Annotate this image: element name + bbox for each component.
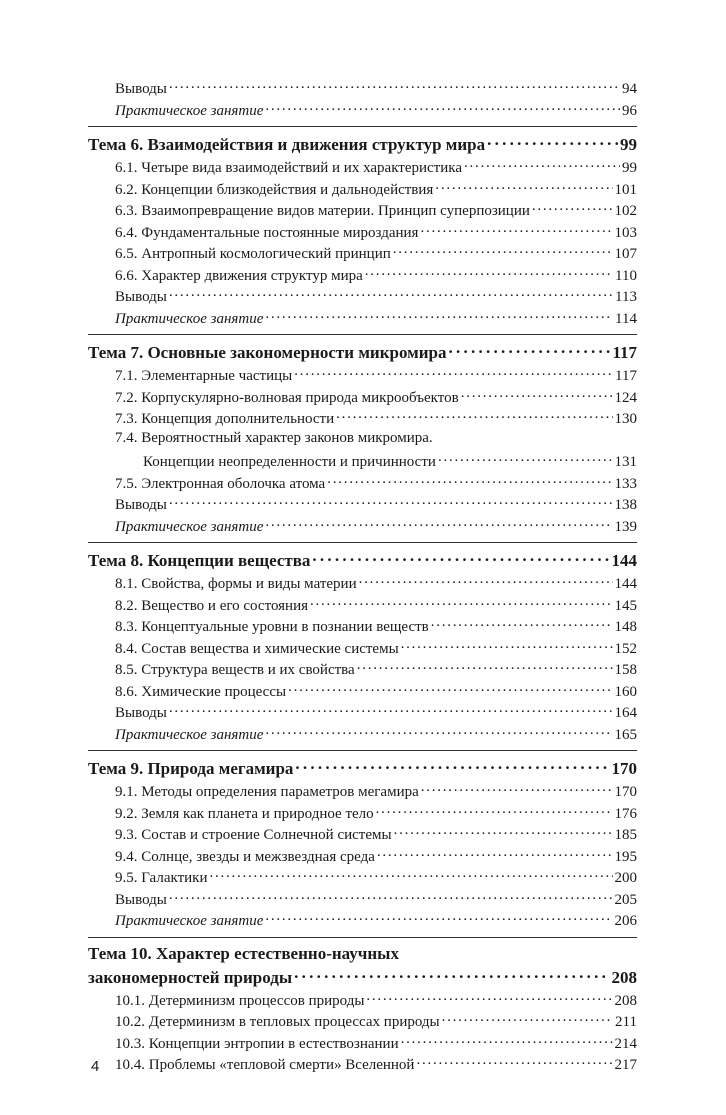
toc-entry[interactable]: [88, 365, 637, 387]
toc-entry-title: 6.1. Четыре вида взаимодействий и их характеристика: [115, 160, 462, 176]
toc-entry-title: 6.2. Концепции близкодействия и дальнодействия: [115, 181, 434, 198]
toc-entry[interactable]: [88, 222, 637, 244]
toc-entry-page: 99: [622, 160, 637, 176]
toc-topic-9[interactable]: [88, 757, 637, 781]
toc-entry[interactable]: [88, 595, 637, 617]
toc-entry-page: 131: [614, 454, 637, 470]
toc-entry-page: 165: [614, 726, 637, 743]
toc-entry[interactable]: [88, 157, 637, 179]
toc-entry[interactable]: [88, 781, 637, 803]
table-of-contents: [88, 78, 637, 1076]
toc-entry-title: 10.4. Проблемы «тепловой смерти» Вселенной: [115, 1057, 415, 1073]
toc-entry[interactable]: [88, 616, 637, 638]
toc-entry-page: 217: [614, 1057, 637, 1073]
toc-entry-page: 130: [614, 411, 637, 427]
toc-entry-title: 9.3. Состав и строение Солнечной системы: [115, 827, 392, 843]
toc-entry-title: 9.2. Земля как планета и природное тело: [115, 805, 374, 822]
section-divider: [88, 126, 637, 127]
toc-topic-page: 208: [611, 967, 637, 987]
toc-entry-title: 9.4. Солнце, звезды и межзвездная среда: [115, 848, 375, 865]
toc-topic-page: 99: [620, 135, 637, 154]
toc-entry-practice[interactable]: [88, 100, 637, 122]
toc-entry-title: Выводы: [115, 705, 167, 721]
toc-entry-page: 145: [614, 597, 637, 614]
toc-topic-page: 170: [611, 759, 637, 778]
toc-topic-7[interactable]: [88, 341, 637, 365]
toc-entry-title: 10.1. Детерминизм процессов природы: [115, 992, 365, 1009]
toc-entry-conclusions[interactable]: [88, 78, 637, 100]
toc-entry-title: 8.5. Структура веществ и их свойства: [115, 662, 355, 678]
toc-entry-page: 103: [614, 224, 637, 241]
toc-topic-10[interactable]: [88, 944, 637, 990]
toc-entry-title: 8.6. Химические процессы: [115, 683, 287, 700]
toc-entry-page: 144: [614, 576, 637, 592]
toc-entry-title: 9.5. Галактики: [115, 870, 208, 886]
toc-entry-practice[interactable]: [88, 724, 637, 746]
toc-entry-practice[interactable]: [88, 516, 637, 538]
toc-topic-title: Тема 9. Природа мегамира: [88, 759, 294, 778]
section-divider: [88, 937, 637, 938]
toc-entry-page: 96: [622, 102, 637, 119]
toc-entry-page: 160: [614, 683, 637, 700]
toc-entry-title: 10.3. Концепции энтропии в естествознании: [115, 1035, 399, 1052]
toc-entry-title: Практическое занятие: [115, 726, 264, 743]
toc-entry-page: 195: [614, 848, 637, 865]
toc-entry[interactable]: [88, 243, 637, 265]
toc-entry-title: 8.1. Свойства, формы и виды материи: [115, 576, 357, 592]
toc-entry-page: 208: [614, 992, 637, 1009]
toc-entry[interactable]: [88, 659, 637, 681]
toc-entry-title: 7.3. Концепция дополнительности: [115, 411, 335, 427]
page-number: 4: [91, 1058, 100, 1075]
toc-entry-page: 113: [615, 289, 637, 305]
toc-topic-title-line1: Тема 10. Характер естественно-научных: [88, 943, 399, 963]
toc-entry[interactable]: [88, 681, 637, 703]
toc-entry-conclusions[interactable]: [88, 889, 637, 911]
toc-entry[interactable]: [88, 1033, 637, 1055]
toc-entry-page: 206: [614, 913, 637, 929]
toc-entry-page: 211: [615, 1014, 637, 1030]
toc-entry-conclusions[interactable]: [88, 494, 637, 516]
toc-entry-conclusions[interactable]: [88, 286, 637, 308]
toc-entry[interactable]: [88, 408, 637, 430]
toc-entry-title: 7.2. Корпускулярно-волновая природа микрообъектов: [115, 389, 459, 406]
toc-entry-page: 152: [614, 640, 637, 657]
toc-entry-title: 7.5. Электронная оболочка атома: [115, 475, 326, 492]
toc-entry-title: 8.3. Концептуальные уровни в познании веществ: [115, 619, 429, 635]
toc-entry-page: 139: [614, 518, 637, 535]
toc-topic-8[interactable]: [88, 549, 637, 573]
toc-entry-page: 205: [614, 891, 637, 908]
toc-entry-title: 6.5. Антропный космологический принцип: [115, 246, 391, 262]
toc-entry-title: Выводы: [115, 891, 167, 908]
toc-entry-title: 9.1. Методы определения параметров мегамира: [115, 784, 419, 800]
toc-entry-conclusions[interactable]: [88, 702, 637, 724]
toc-entry-page: 114: [615, 310, 637, 327]
toc-topic-title: Тема 8. Концепции вещества: [88, 551, 311, 570]
toc-entry-title: 8.4. Состав вещества и химические системы: [115, 640, 399, 657]
toc-topic-6[interactable]: [88, 133, 637, 157]
toc-entry-page: 158: [614, 662, 637, 678]
toc-entry-title: 6.4. Фундаментальные постоянные мироздания: [115, 224, 419, 241]
toc-entry-page: 102: [614, 203, 637, 219]
toc-entry-page: 200: [614, 870, 637, 886]
toc-entry-page: 133: [614, 475, 637, 492]
toc-entry[interactable]: [88, 990, 637, 1012]
toc-topic-title: Тема 7. Основные закономерности микромира: [88, 343, 447, 362]
toc-entry-page: 138: [614, 497, 637, 513]
toc-entry[interactable]: [88, 265, 637, 287]
toc-entry-title: Практическое занятие: [115, 310, 264, 327]
toc-entry-page: 107: [614, 246, 637, 262]
toc-entry[interactable]: [88, 846, 637, 868]
toc-entry[interactable]: [88, 573, 637, 595]
toc-entry[interactable]: [88, 867, 637, 889]
toc-entry[interactable]: [88, 1054, 637, 1076]
toc-entry-page: 110: [615, 267, 637, 284]
toc-entry-practice[interactable]: [88, 308, 637, 330]
section-divider: [88, 750, 637, 751]
toc-entry-page: 117: [615, 368, 637, 384]
toc-topic-title: Тема 6. Взаимодействия и движения структур мира: [88, 135, 486, 154]
toc-entry-title: Выводы: [115, 289, 167, 305]
toc-entry-title: Практическое занятие: [115, 913, 264, 929]
toc-entry[interactable]: [88, 387, 637, 409]
toc-entry-page: 214: [614, 1035, 637, 1052]
toc-entry-title-line2: Концепции неопределенности и причинности: [143, 454, 436, 470]
toc-entry[interactable]: [88, 638, 637, 660]
toc-entry-title: 8.2. Вещество и его состояния: [115, 597, 309, 614]
toc-entry-title: 7.1. Элементарные частицы: [115, 368, 293, 384]
toc-entry-page: 124: [614, 389, 637, 406]
toc-entry[interactable]: [88, 803, 637, 825]
toc-entry[interactable]: [88, 179, 637, 201]
toc-entry[interactable]: [88, 824, 637, 846]
toc-topic-title-line2: закономерностей природы: [88, 967, 293, 987]
toc-topic-page: 117: [612, 343, 637, 362]
toc-entry[interactable]: [88, 200, 637, 222]
toc-topic-page: 144: [611, 551, 637, 570]
toc-entry-page: 176: [614, 805, 637, 822]
toc-entry-title: 6.3. Взаимопревращение видов материи. Принцип суперпозиции: [115, 203, 530, 219]
toc-entry-title: Выводы: [115, 497, 167, 513]
toc-entry-page: 148: [614, 619, 637, 635]
toc-entry[interactable]: [88, 473, 637, 495]
section-divider: [88, 334, 637, 335]
toc-entry[interactable]: [88, 1011, 637, 1033]
toc-entry-page: 101: [614, 181, 637, 198]
toc-entry-title: Выводы: [115, 81, 167, 97]
toc-entry-page: 185: [614, 827, 637, 843]
toc-entry-page: 94: [622, 81, 637, 97]
toc-entry-title: Практическое занятие: [115, 102, 264, 119]
toc-entry-page: 164: [614, 705, 637, 721]
toc-entry-title-line1: 7.4. Вероятностный характер законов микромира.: [115, 429, 433, 446]
toc-entry-wrapped[interactable]: [88, 430, 637, 473]
toc-entry-title: Практическое занятие: [115, 518, 264, 535]
toc-entry-practice[interactable]: [88, 910, 637, 932]
section-divider: [88, 542, 637, 543]
toc-entry-title: 10.2. Детерминизм в тепловых процессах природы: [115, 1014, 440, 1030]
toc-entry-title: 6.6. Характер движения структур мира: [115, 267, 363, 284]
toc-entry-page: 170: [614, 784, 637, 800]
